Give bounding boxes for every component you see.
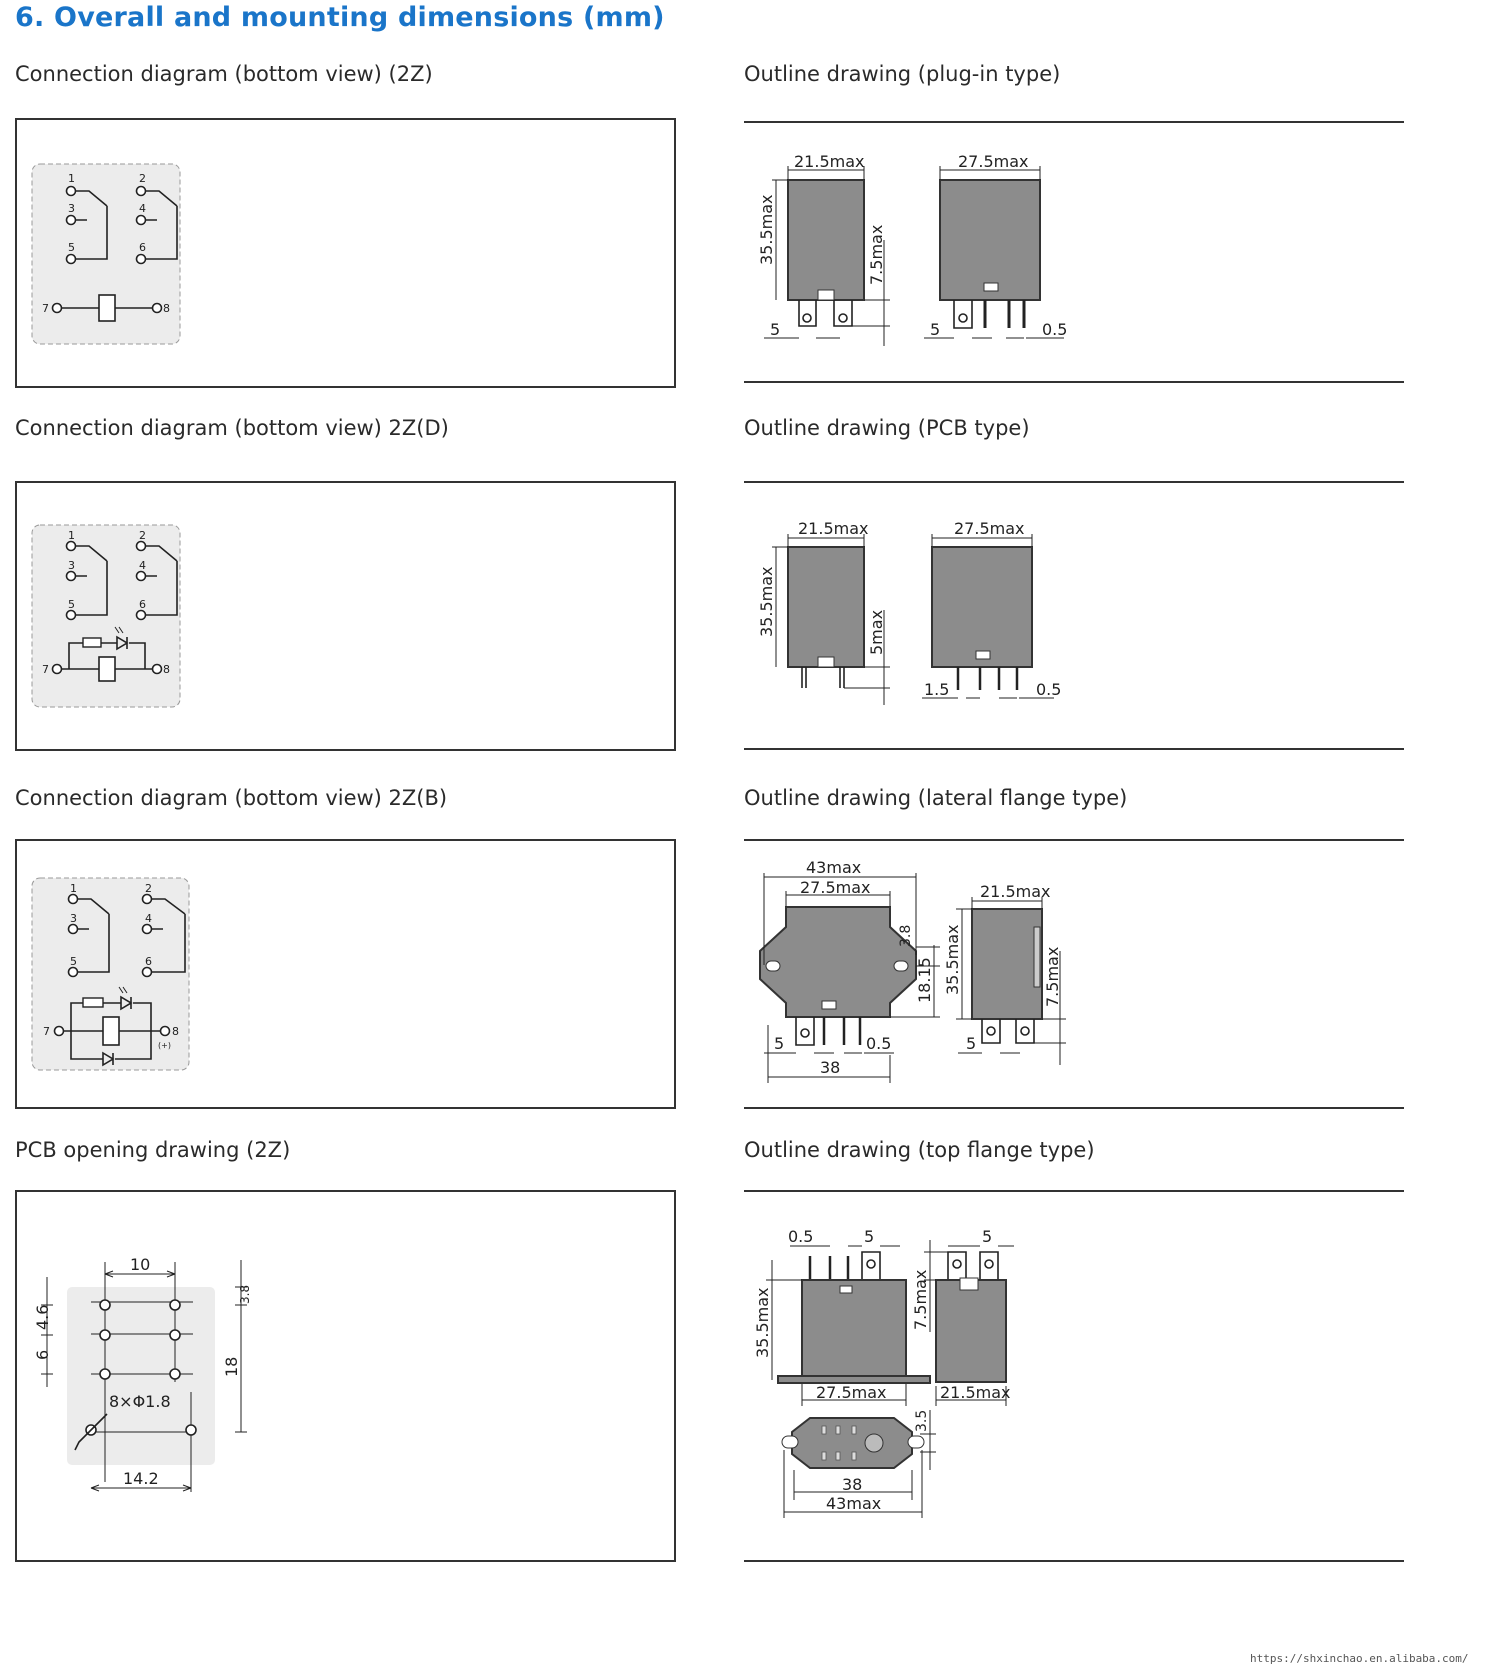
svg-text:6: 6 (139, 241, 146, 254)
conn-2zb-box (15, 839, 676, 1109)
section-label-lateral: Outline drawing (lateral flange type) (744, 786, 1128, 810)
lateral-bottom-rule (744, 1107, 1404, 1109)
section-label-pcb-opening: PCB opening drawing (2Z) (15, 1138, 291, 1162)
svg-text:5: 5 (982, 1227, 993, 1246)
top-flange-side-body (936, 1280, 1006, 1382)
pcb-top-rule (744, 481, 1404, 483)
svg-text:4: 4 (145, 912, 152, 925)
footer-url: https://shxinchao.en.alibaba.com/ (1250, 1652, 1469, 1665)
svg-text:7.5max: 7.5max (1043, 946, 1062, 1007)
pcb-bottom-rule (744, 748, 1404, 750)
top-flange-front-body (802, 1280, 906, 1378)
svg-text:1.5: 1.5 (924, 680, 950, 699)
top-flange-plan-body (792, 1418, 912, 1468)
plugin-bottom-rule (744, 381, 1404, 383)
svg-text:27.5max: 27.5max (954, 519, 1025, 538)
pcb-outline-drawing (744, 500, 1404, 730)
svg-text:5: 5 (966, 1034, 977, 1053)
section-label-conn-2zd: Connection diagram (bottom view) 2Z(D) (15, 416, 449, 440)
pin-8 (153, 304, 162, 313)
svg-text:5: 5 (930, 320, 941, 339)
svg-text:27.5max: 27.5max (800, 878, 871, 897)
svg-text:0.5: 0.5 (1036, 680, 1062, 699)
svg-text:27.5max: 27.5max (816, 1383, 887, 1402)
svg-text:43max: 43max (826, 1494, 882, 1513)
svg-text:43max: 43max (806, 858, 862, 877)
top-top-rule (744, 1190, 1404, 1192)
svg-text:3.8: 3.8 (898, 924, 914, 947)
pin-6 (137, 255, 146, 264)
pin-3 (67, 216, 76, 225)
svg-text:18.15: 18.15 (915, 957, 934, 1003)
svg-text:6: 6 (145, 955, 152, 968)
svg-text:3.8: 3.8 (238, 1284, 252, 1304)
svg-text:5: 5 (70, 955, 77, 968)
pcb-opening-diagram (17, 1192, 678, 1564)
plugin-outline-drawing (744, 140, 1404, 370)
pcb-front-body (932, 547, 1032, 667)
svg-text:2: 2 (139, 529, 146, 542)
svg-text:7.5max: 7.5max (867, 224, 886, 285)
svg-text:4.6: 4.6 (33, 1304, 52, 1330)
svg-text:7.5max: 7.5max (911, 1269, 930, 1330)
pcb-side-body (788, 547, 864, 667)
svg-text:35.5max: 35.5max (943, 924, 962, 995)
conn-2z-diagram (17, 120, 678, 390)
svg-text:14.2: 14.2 (123, 1469, 159, 1488)
section-label-pcb: Outline drawing (PCB type) (744, 416, 1030, 440)
svg-text:0.5: 0.5 (1042, 320, 1068, 339)
svg-text:5: 5 (864, 1227, 875, 1246)
lateral-top-rule (744, 839, 1404, 841)
svg-text:8: 8 (163, 663, 170, 676)
top-bottom-rule (744, 1560, 1404, 1562)
section-label-conn-2z: Connection diagram (bottom view) (2Z) (15, 62, 433, 86)
svg-text:6: 6 (139, 598, 146, 611)
svg-text:5: 5 (68, 598, 75, 611)
svg-text:8×Φ1.8: 8×Φ1.8 (109, 1392, 171, 1411)
svg-text:35.5max: 35.5max (753, 1287, 772, 1358)
svg-text:18: 18 (222, 1356, 241, 1377)
svg-text:0.5: 0.5 (788, 1227, 814, 1246)
pin-2 (137, 187, 146, 196)
page-title: 6. Overall and mounting dimensions (mm) (15, 2, 665, 33)
svg-text:10: 10 (130, 1255, 151, 1274)
lateral-outline-drawing (744, 855, 1404, 1095)
svg-text:1: 1 (68, 172, 75, 185)
conn-2zd-box (15, 481, 676, 751)
section-label-top: Outline drawing (top flange type) (744, 1138, 1095, 1162)
svg-text:5: 5 (770, 320, 781, 339)
svg-text:35.5max: 35.5max (757, 194, 776, 265)
pin-4 (137, 216, 146, 225)
plugin-side-body (788, 180, 864, 300)
plugin-top-rule (744, 121, 1404, 123)
svg-text:5: 5 (774, 1034, 785, 1053)
top-flange-plate (778, 1376, 930, 1383)
svg-text:7: 7 (42, 663, 49, 676)
svg-text:5: 5 (68, 241, 75, 254)
svg-text:3: 3 (68, 202, 75, 215)
svg-text:8: 8 (163, 302, 170, 315)
svg-text:4: 4 (139, 202, 146, 215)
top-flange-outline-drawing (744, 1200, 1404, 1560)
svg-text:21.5max: 21.5max (940, 1383, 1011, 1402)
svg-text:38: 38 (842, 1475, 863, 1494)
polarity-mark: (+) (158, 1041, 171, 1050)
lateral-side-body (972, 909, 1042, 1019)
svg-text:3: 3 (70, 912, 77, 925)
svg-text:0.5: 0.5 (866, 1034, 892, 1053)
svg-text:5max: 5max (867, 609, 886, 655)
plugin-front-body (940, 180, 1040, 300)
pcb-opening-box (15, 1190, 676, 1562)
conn-2zd-diagram (17, 483, 678, 753)
svg-text:3.5: 3.5 (914, 1409, 930, 1432)
pin-7 (53, 304, 62, 313)
svg-text:21.5max: 21.5max (794, 152, 865, 171)
svg-text:4: 4 (139, 559, 146, 572)
conn-2z-box (15, 118, 676, 388)
svg-text:38: 38 (820, 1058, 841, 1077)
svg-text:1: 1 (68, 529, 75, 542)
svg-text:6: 6 (33, 1349, 52, 1360)
svg-text:21.5max: 21.5max (798, 519, 869, 538)
coil (99, 295, 115, 321)
svg-text:21.5max: 21.5max (980, 882, 1051, 901)
section-label-plugin: Outline drawing (plug-in type) (744, 62, 1061, 86)
svg-text:8: 8 (172, 1025, 179, 1038)
section-label-conn-2zb: Connection diagram (bottom view) 2Z(B) (15, 786, 448, 810)
pin-5 (67, 255, 76, 264)
svg-text:35.5max: 35.5max (757, 566, 776, 637)
svg-text:2: 2 (139, 172, 146, 185)
svg-text:1: 1 (70, 882, 77, 895)
svg-text:2: 2 (145, 882, 152, 895)
svg-text:3: 3 (68, 559, 75, 572)
svg-text:7: 7 (43, 1025, 50, 1038)
lateral-front-body (760, 907, 916, 1017)
pin-1 (67, 187, 76, 196)
svg-text:27.5max: 27.5max (958, 152, 1029, 171)
conn-2zb-diagram (17, 841, 678, 1111)
svg-text:7: 7 (42, 302, 49, 315)
